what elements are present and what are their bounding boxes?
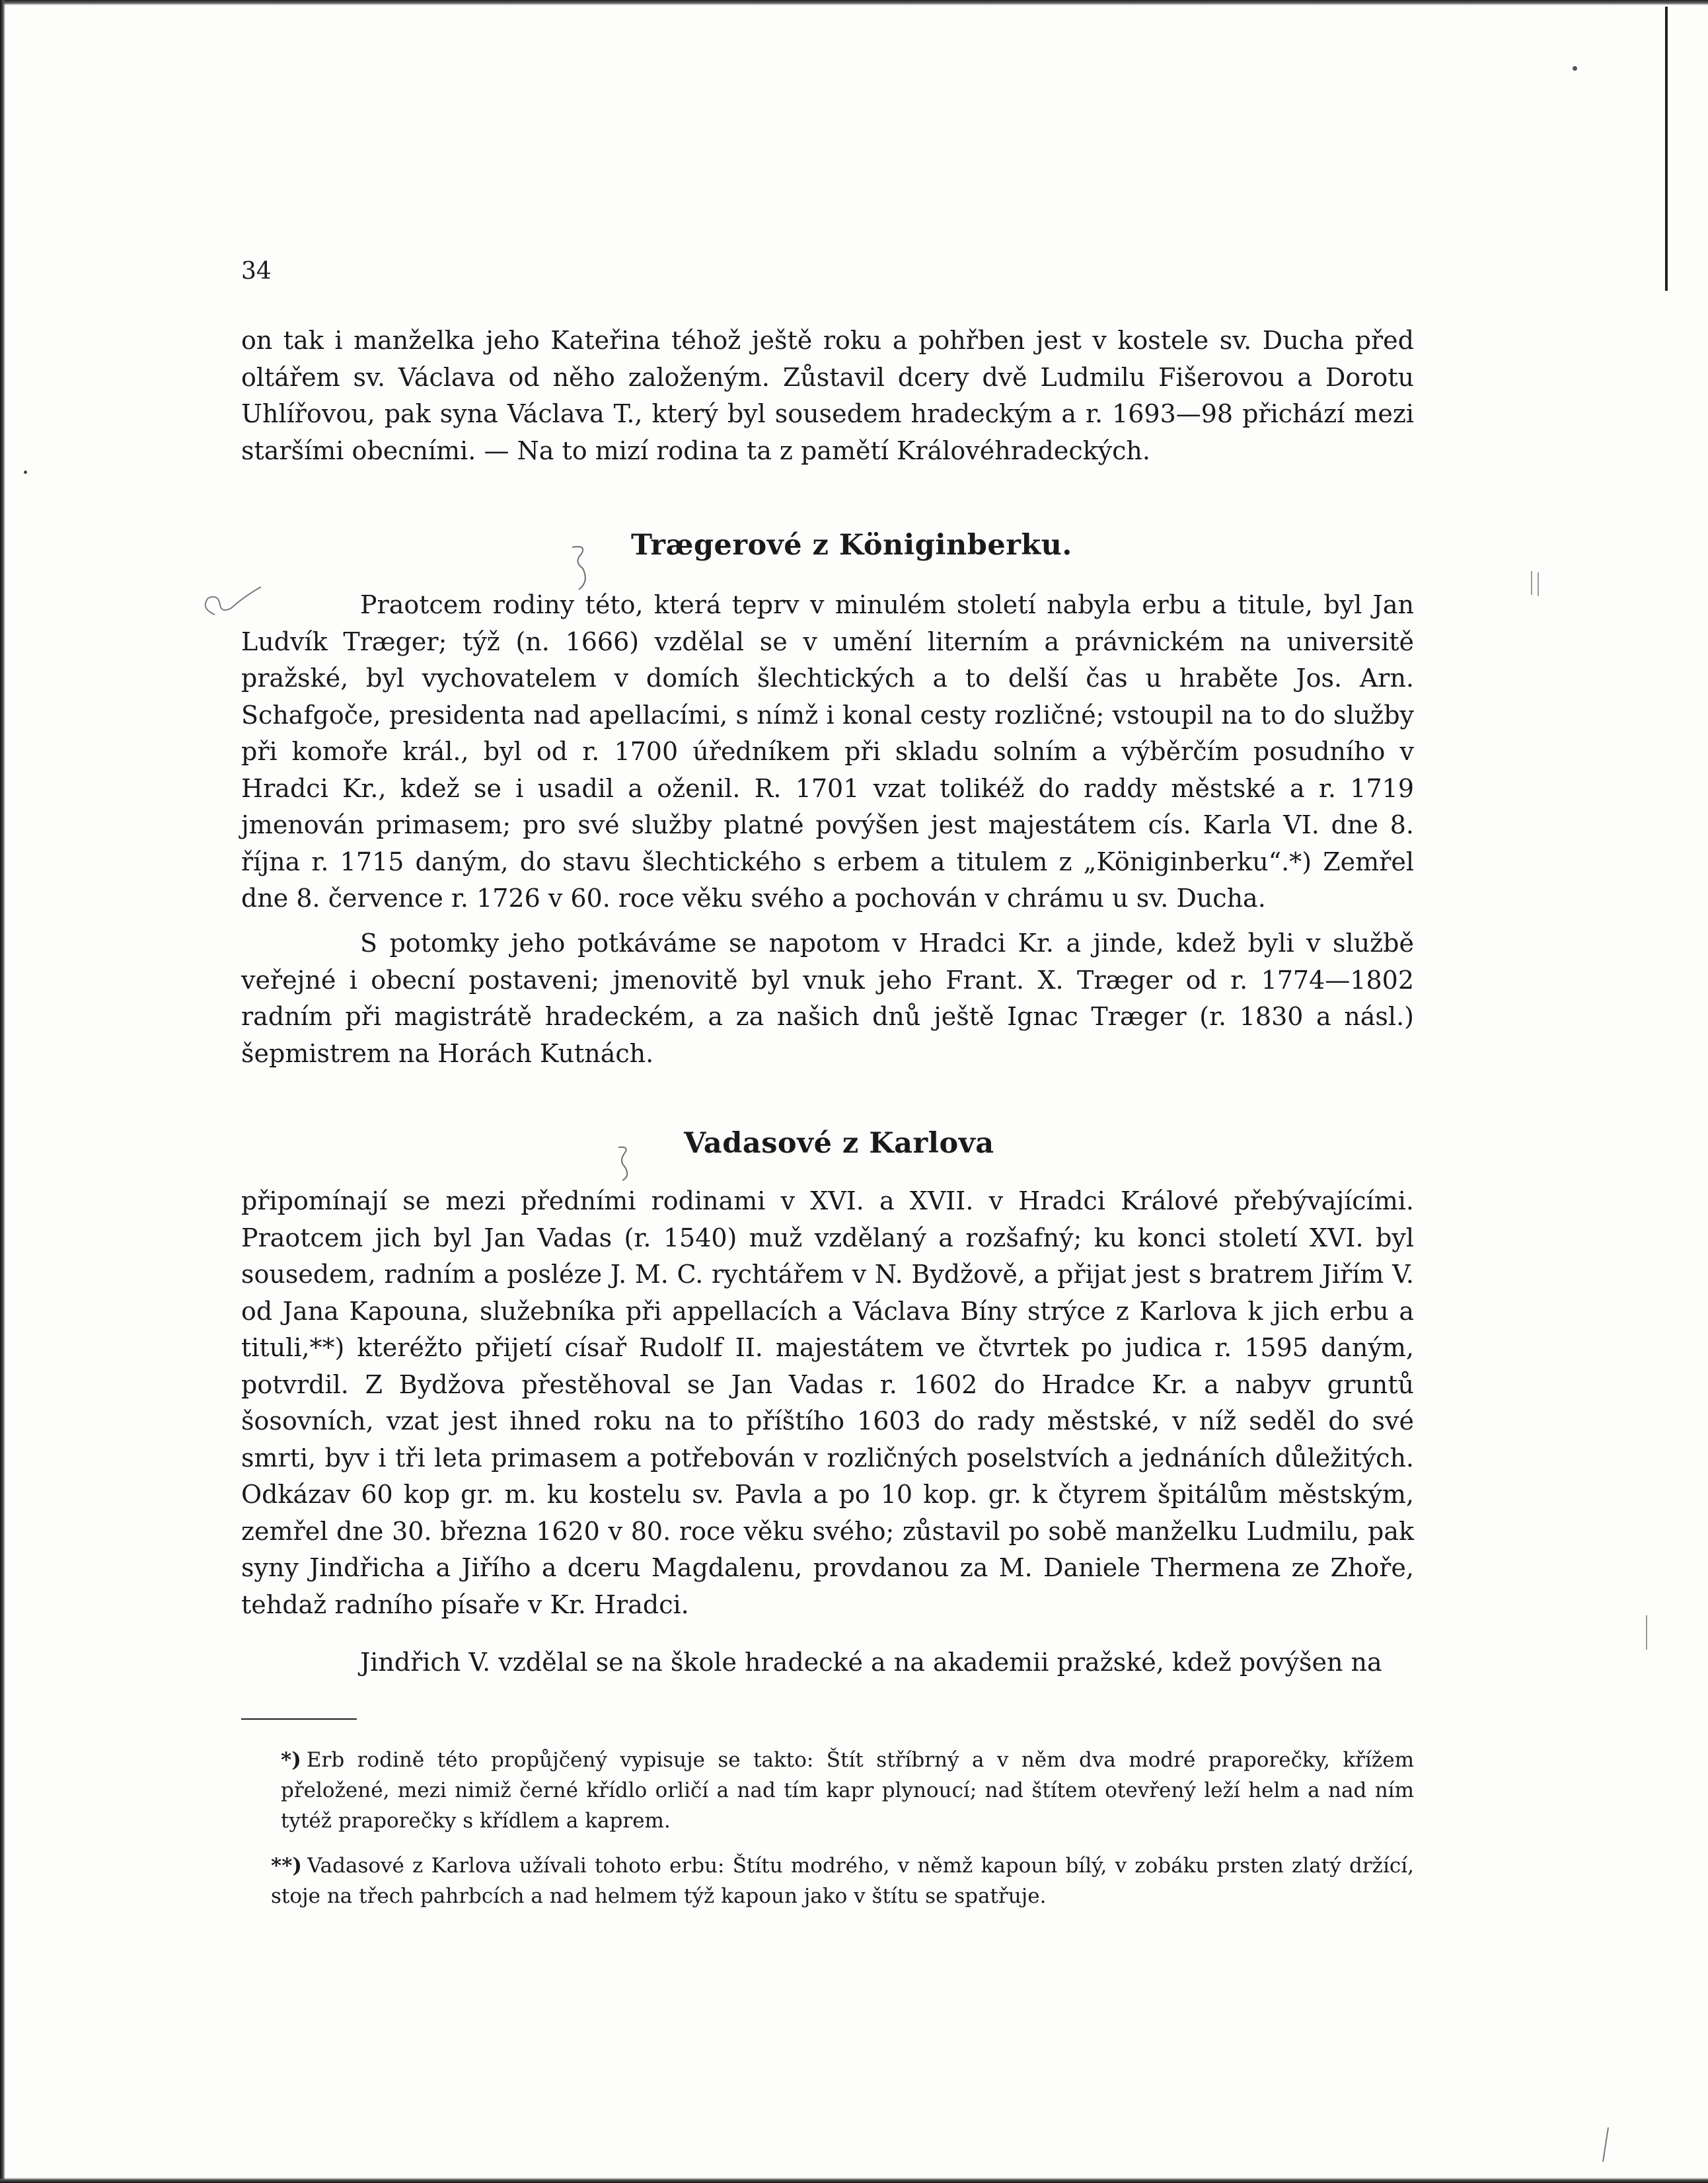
scan-mark-icon (1643, 1613, 1651, 1652)
section-heading-vadas: Vadasové z Karlova (684, 1127, 994, 1160)
section-heading-traeger: Trægerové z Königinberku. (631, 529, 1072, 562)
scan-edge-bottom (0, 2178, 1708, 2183)
scan-mark-icon (1599, 2125, 1612, 2164)
page-number: 34 (241, 258, 272, 285)
footnote-divider (241, 1718, 357, 1720)
footnote-text: Vadasové z Karlova užívali tohoto erbu: Štítu modrého, v němž kapoun bílý, v zobáku prsten zlatý držící, stoje na třech pahrbcích a nad helmem týž kapoun jako v štítu se spatřuje. (271, 1854, 1414, 1908)
scan-speck (1573, 66, 1577, 71)
scan-edge-right (1665, 7, 1668, 291)
traeger-paragraph-2: S potomky jeho potkáváme se napotom v Hradci Kr. a jinde, kdež byli v službě veřejné i obecní postaveni; jmenovitě byl vnuk jeho Frant. X. Træger od r. 1774—1802 radním při magistrátě hradeckém, a za našich dnů ještě Ignac Træger (r. 1830 a násl.) šepmistrem na Horách Kutnách. (241, 929, 1414, 1068)
footnote-1 (281, 1745, 1414, 1836)
footnote-text: Erb rodině této propůjčený vypisuje se takto: Štít stříbrný a v něm dva modré praporečky, křížem přeložené, mezi nimiž černé křídlo orličí a nad tím kapr plynoucí; nad štítem otevřený leží helm a nad ním tytéž praporečky s křídlem a kaprem. (281, 1748, 1414, 1833)
scan-edge-top (0, 0, 1708, 5)
scan-edge-left (0, 0, 5, 2183)
intro-paragraph: on tak i manželka jeho Kateřina téhož ještě roku a pohřben jest v kostele sv. Ducha před oltářem sv. Václava od něho založeným. Zůstavil dcery dvě Ludmilu Fišerovou a Dorotu Uhlířovou, pak syna Václava T., který byl sousedem hradeckým a r. 1693—98 přichází mezi staršími obecními. — Na to mizí rodina ta z pamětí Královéhradeckých. (241, 326, 1414, 465)
traeger-paragraph-1: Praotcem rodiny této, která teprv v minulém století nabyla erbu a titule, byl Jan Ludvík Træger; týž (n. 1666) vzdělal se v umění literním a právnickém na universitě pražské, byl vychovatelem v domích šlechtických a to delší čas u hraběte Jos. Arn. Schafgoče, presidenta nad apellacími, s nímž i konal cesty rozličné; vstoupil na to do služby při komoře král., byl od r. 1700 úředníkem při skladu solním a výběrčím posudního v Hradci Kr., kdež se i usadil a oženil. R. 1701 vzat tolikéž do raddy městské a r. 1719 jmenován primasem; pro své služby platné povýšen jest majestátem cís. Karla VI. dne 8. října r. 1715 daným, do stavu šlechtického s erbem a titulem z „Königinberku“.*) Zemřel dne 8. července r. 1726 v 60. roce věku svého a pochován v chrámu u sv. Ducha. (241, 590, 1414, 913)
pencil-tick-icon (1526, 568, 1546, 601)
footnote-marker: *) (281, 1748, 301, 1772)
footnote-marker: **) (271, 1854, 303, 1878)
vadas-paragraph-2: Jindřich V. vzdělal se na škole hradecké a na akademii pražské, kdež povýšen na (360, 1648, 1382, 1677)
scan-speck (24, 471, 27, 474)
footnote-2 (271, 1851, 1414, 1911)
vadas-paragraph-1: připomínají se mezi předními rodinami v XVI. a XVII. v Hradci Králové přebývajícími. Praotcem jich byl Jan Vadas (r. 1540) muž vzdělaný a rozšafný; ku konci století XVI. byl sousedem, radním a posléze J. M. C. rychtářem v N. Bydžově, a přijat jest s bratrem Jiřím V. od Jana Kapouna, služebníka při appellacích a Václava Bíny strýce z Karlova k jich erbu a tituli,**) kteréžto přijetí císař Rudolf II. majestátem ve čtvrtek po judica r. 1595 daným, potvrdil. Z Bydžova přestěhoval se Jan Vadas r. 1602 do Hradce Kr. a nabyv gruntů šosovních, vzat jest ihned roku na to příštího 1603 do rady městské, v níž seděl do své smrti, byv i tři leta primasem a potřebován v rozličných poselstvích a jednáních důležitých. Odkázav 60 kop gr. m. ku kostelu sv. Pavla a po 10 kop. gr. k čtyrem špitálům městským, zemřel dne 30. března 1620 v 80. roce věku svého; zůstavil po sobě manželku Ludmilu, pak syny Jindřicha a Jiřího a dceru Magdalenu, provdanou za M. Daniele Thermena ze Zhoře, tehdaž radního písaře v Kr. Hradci. (241, 1186, 1414, 1619)
pencil-mark-icon (614, 1143, 634, 1183)
